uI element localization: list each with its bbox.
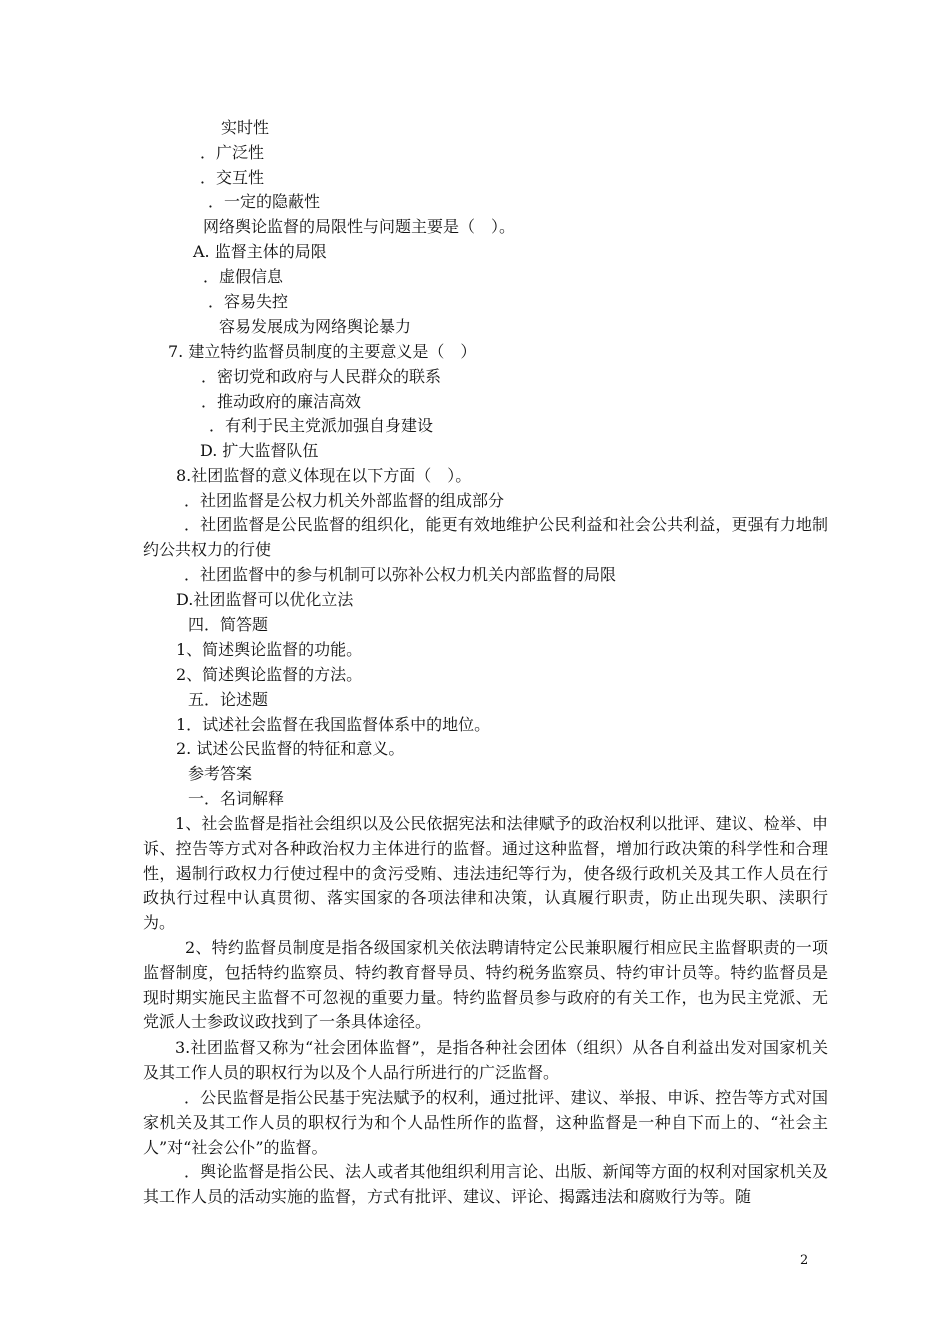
question-item: 2、简述舆论监督的方法。 bbox=[176, 665, 363, 684]
option-line: ．密切党和政府与人民群众的联系 bbox=[201, 367, 442, 386]
option-line: D. 扩大监督队伍 bbox=[200, 441, 319, 460]
option-line: ．广泛性 bbox=[200, 143, 265, 162]
question-item: 2. 试述公民监督的特征和意义。 bbox=[176, 739, 405, 758]
option-line: ．虚假信息 bbox=[203, 267, 284, 286]
answer-paragraph: 2、特约监督员制度是指各级国家机关依法聘请特定公民兼职履行相应民主监督职责的一项监督制度，包括特约监察员、特约教育督导员、特约税务监察员、特约审计员等。特约监督员是现时期实施民主监督不可忽视的重要力量。特约监督员参与政府的有关工作，也为民主党派、无党派人士参政议政找到了一条具体途径。 bbox=[143, 938, 828, 1032]
option-line: A. 监督主体的局限 bbox=[193, 242, 327, 261]
page-number: 2 bbox=[800, 1253, 809, 1268]
answer-paragraph: ．舆论监督是指公民、法人或者其他组织利用言论、出版、新闻等方面的权利对国家机关及其工作人员的活动实施的监督，方式有批评、建议、评论、揭露违法和腐败行为等。随 bbox=[143, 1162, 828, 1206]
answer-paragraph: 3.社团监督又称为“社会团体监督”，是指各种社会团体（组织）从各自利益出发对国家机关及其工作人员的职权行为以及个人品行所进行的广泛监督。 bbox=[143, 1038, 828, 1082]
section-heading: 五．论述题 bbox=[188, 690, 269, 709]
question-item: 1、简述舆论监督的功能。 bbox=[176, 640, 363, 659]
option-line: ．社团监督是公权力机关外部监督的组成部分 bbox=[184, 491, 505, 510]
option-line: ．一定的隐蔽性 bbox=[208, 192, 321, 211]
option-line: 容易发展成为网络舆论暴力 bbox=[219, 317, 412, 336]
question-stem: 8.社团监督的意义体现在以下方面（ ）。 bbox=[176, 466, 472, 485]
answers-subheading: 一．名词解释 bbox=[188, 789, 285, 808]
answer-paragraph: ．公民监督是指公民基于宪法赋予的权利，通过批评、建议、举报、申诉、控告等方式对国家机关及其工作人员的职权行为和个人品性所作的监督，这种监督是一种自下而上的、“社会主人”对“社会公仆”的监督。 bbox=[143, 1088, 828, 1157]
option-line: ．推动政府的廉洁高效 bbox=[201, 392, 362, 411]
option-line: 实时性 bbox=[221, 118, 270, 137]
option-line: ．交互性 bbox=[200, 168, 265, 187]
option-line: D.社团监督可以优化立法 bbox=[176, 590, 354, 609]
question-stem: 网络舆论监督的局限性与问题主要是（ ）。 bbox=[203, 217, 516, 236]
question-item: 1．试述社会监督在我国监督体系中的地位。 bbox=[176, 715, 491, 734]
option-line: ．社团监督中的参与机制可以弥补公权力机关内部监督的局限 bbox=[184, 565, 617, 584]
answer-paragraph: 1、社会监督是指社会组织以及公民依据宪法和法律赋予的政治权利以批评、建议、检举、申诉、控告等方式对各种政治权力主体进行的监督。通过这种监督，增加行政决策的科学性和合理性，遏制行政权力行使过程中的贪污受贿、违法违纪等行为，使各级行政机关及其工作人员在行政执行过程中认真贯彻、落实国家的各项法律和决策，认真履行职责，防止出现失职、渎职行为。 bbox=[143, 814, 828, 933]
option-paragraph: ．社团监督是公民监督的组织化，能更有效地维护公民利益和社会公共利益，更强有力地制约公共权力的行使 bbox=[143, 515, 828, 559]
question-stem: 7. 建立特约监督员制度的主要意义是（ ） bbox=[168, 342, 477, 361]
answers-heading: 参考答案 bbox=[188, 764, 253, 783]
section-heading: 四．简答题 bbox=[188, 615, 269, 634]
option-line: ．容易失控 bbox=[208, 292, 289, 311]
option-line: ．有利于民主党派加强自身建设 bbox=[209, 416, 434, 435]
